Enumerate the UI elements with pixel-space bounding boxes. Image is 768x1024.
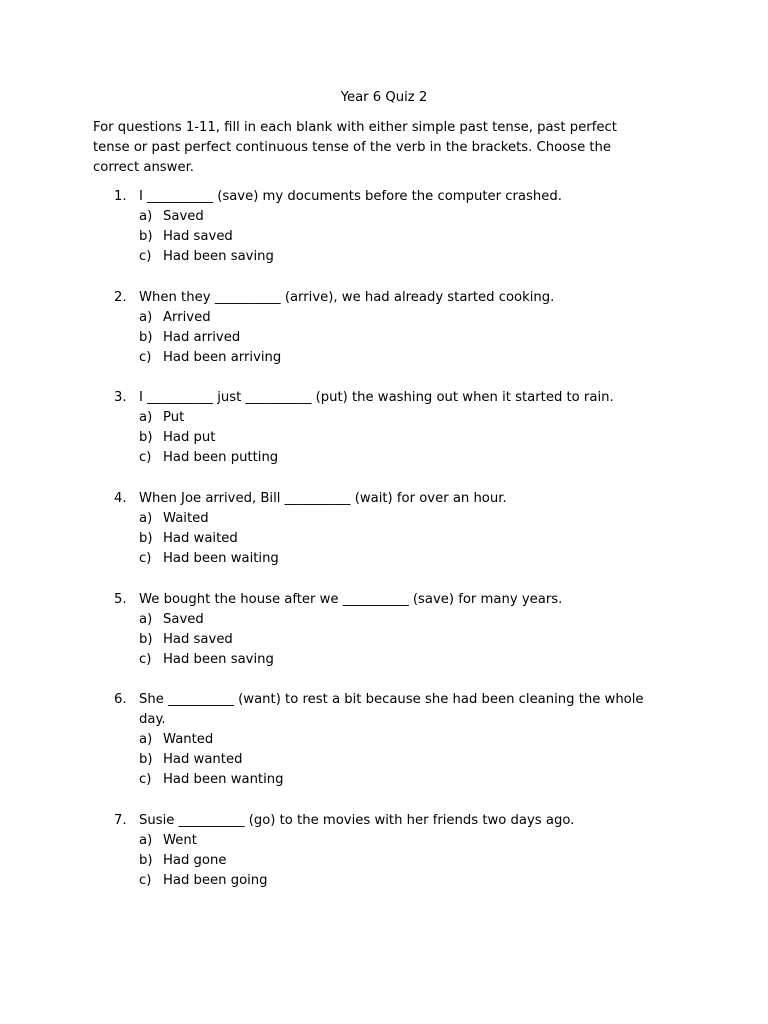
option-label: Had been waiting: [163, 551, 279, 567]
question-number: 7.: [114, 813, 127, 828]
instructions-text: For questions 1-11, fill in each blank with either simple past tense, past perfect tense or past perfect continuous tense of the verb in the brackets. Choose the correct answer.: [93, 120, 617, 175]
answer-options: [139, 308, 539, 369]
option-label: Saved: [163, 209, 204, 224]
option-label: Had wanted: [163, 752, 243, 768]
option-label: Had put: [163, 430, 216, 446]
question-number: 4.: [114, 491, 127, 506]
option-a[interactable]: [139, 308, 539, 328]
option-label: Had been saving: [163, 249, 274, 265]
question-text: Susie __________ (go) to the movies with her friends two days ago.: [139, 813, 575, 828]
option-b[interactable]: [139, 529, 539, 549]
option-c[interactable]: [139, 549, 539, 569]
question-text: I __________ just __________ (put) the washing out when it started to rain.: [139, 390, 614, 405]
option-a[interactable]: [139, 730, 539, 750]
option-a[interactable]: [139, 610, 539, 630]
option-a[interactable]: [139, 207, 539, 227]
option-label: Put: [163, 410, 185, 425]
option-letter: b): [139, 632, 153, 648]
option-letter: c): [139, 450, 152, 466]
option-letter: b): [139, 330, 153, 346]
option-letter: a): [139, 732, 153, 747]
option-label: Had been arriving: [163, 350, 282, 366]
option-label: Arrived: [163, 310, 211, 325]
option-label: Had been putting: [163, 450, 279, 466]
option-c[interactable]: [139, 247, 539, 267]
option-letter: c): [139, 249, 152, 265]
option-a[interactable]: [139, 509, 539, 529]
option-label: Had been saving: [163, 652, 274, 668]
option-label: Waited: [163, 511, 209, 526]
question-number: 3.: [114, 390, 127, 405]
option-letter: a): [139, 209, 153, 224]
option-letter: c): [139, 350, 152, 366]
option-b[interactable]: [139, 328, 539, 348]
option-letter: b): [139, 229, 153, 245]
question-text: We bought the house after we __________ (save) for many years.: [139, 592, 563, 607]
option-label: Saved: [163, 612, 204, 627]
option-c[interactable]: [139, 348, 539, 368]
option-label: Went: [163, 833, 197, 848]
option-letter: a): [139, 410, 153, 425]
option-label: Had saved: [163, 632, 233, 648]
option-label: Wanted: [163, 732, 214, 747]
option-b[interactable]: [139, 227, 539, 247]
option-b[interactable]: [139, 851, 539, 871]
question-number: 2.: [114, 290, 127, 305]
option-label: Had saved: [163, 229, 233, 245]
option-letter: b): [139, 531, 153, 547]
question-text: When Joe arrived, Bill __________ (wait) for over an hour.: [139, 491, 507, 506]
question-text: I __________ (save) my documents before the computer crashed.: [139, 189, 562, 204]
question-number: 5.: [114, 592, 127, 607]
option-label: Had been going: [163, 873, 268, 889]
option-letter: a): [139, 833, 153, 848]
option-label: Had arrived: [163, 330, 241, 346]
option-label: Had gone: [163, 853, 227, 869]
option-letter: b): [139, 752, 153, 768]
option-c[interactable]: [139, 448, 539, 468]
answer-options: [139, 408, 539, 469]
question-number: 6.: [114, 692, 127, 707]
question-text: When they __________ (arrive), we had already started cooking.: [139, 290, 555, 305]
option-c[interactable]: [139, 871, 539, 891]
option-c[interactable]: [139, 770, 539, 790]
option-letter: b): [139, 853, 153, 869]
option-b[interactable]: [139, 750, 539, 770]
option-b[interactable]: [139, 428, 539, 448]
option-a[interactable]: [139, 831, 539, 851]
option-c[interactable]: [139, 650, 539, 670]
option-a[interactable]: [139, 408, 539, 428]
option-label: Had waited: [163, 531, 238, 547]
option-letter: c): [139, 551, 152, 567]
option-letter: c): [139, 772, 152, 788]
option-label: Had been wanting: [163, 772, 284, 788]
option-letter: a): [139, 612, 153, 627]
page-title: Year 6 Quiz 2: [340, 90, 428, 105]
answer-options: [139, 509, 539, 570]
option-letter: a): [139, 310, 153, 325]
option-b[interactable]: [139, 630, 539, 650]
answer-options: [139, 207, 539, 268]
question-text: She __________ (want) to rest a bit because she had been cleaning the whole day.: [139, 692, 644, 727]
question-number: 1.: [114, 189, 127, 204]
answer-options: [139, 730, 539, 791]
answer-options: [139, 831, 539, 892]
answer-options: [139, 610, 539, 671]
option-letter: c): [139, 873, 152, 889]
option-letter: c): [139, 652, 152, 668]
option-letter: b): [139, 430, 153, 446]
option-letter: a): [139, 511, 153, 526]
